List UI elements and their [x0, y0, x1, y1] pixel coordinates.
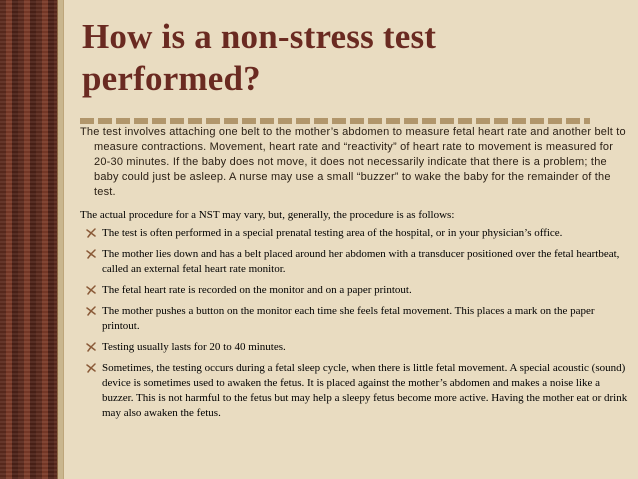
slide-content [64, 0, 638, 479]
slide-title: How is a non-stress test performed? [82, 17, 437, 98]
slide-body [80, 125, 628, 427]
list-item-text: The mother lies down and has a belt placed around her abdomen with a transducer positioned over the fetal heartbeat, called an external fetal heart rate monitor. [102, 248, 620, 275]
sparkle-bullet-icon [86, 306, 96, 316]
sparkle-bullet-icon [86, 228, 96, 238]
list-item-text: Testing usually lasts for 20 to 40 minutes. [102, 341, 286, 353]
decorative-border [0, 0, 57, 479]
sparkle-bullet-icon [86, 249, 96, 259]
sparkle-bullet-icon [86, 342, 96, 352]
sparkle-bullet-icon [86, 285, 96, 295]
sparkle-bullet-icon [86, 363, 96, 373]
decorative-border-edge [57, 0, 64, 479]
list-item [86, 247, 628, 277]
list-item-text: The test is often performed in a special prenatal testing area of the hospital, or in your physician’s office. [102, 227, 563, 239]
procedure-list [80, 226, 628, 421]
list-item-text: Sometimes, the testing occurs during a fetal sleep cycle, when there is little fetal movement. A special acoustic (sound) device is sometimes used to awaken the fetus. It is placed against the mother’s abdomen and makes a noise like a buzzer. This is not harmful to the fetus but may help a sleepy fetus become more active. Having the mother eat or drink may also awaken the fetus. [102, 362, 628, 419]
list-item-text: The mother pushes a button on the monitor each time she feels fetal movement. This places a mark on the paper printout. [102, 305, 595, 332]
list-item-text: The fetal heart rate is recorded on the monitor and on a paper printout. [102, 284, 412, 296]
list-item [86, 226, 628, 241]
title-divider [80, 118, 590, 124]
list-item [86, 304, 628, 334]
lead-paragraph: The actual procedure for a NST may vary, but, generally, the procedure is as follows: [80, 209, 455, 221]
intro-paragraph: The test involves attaching one belt to the mother’s abdomen to measure fetal heart rate and another belt to measure contractions. Movement, heart rate and “reactivity” of heart rate to movement is measured for 20-30 minutes. If the baby does not move, it does not necessarily indicate that there is a problem; the baby could just be asleep. A nurse may use a small “buzzer” to wake the baby for the remainder of the test. [80, 126, 626, 198]
list-item [86, 361, 628, 421]
list-item [86, 283, 628, 298]
list-item [86, 340, 628, 355]
